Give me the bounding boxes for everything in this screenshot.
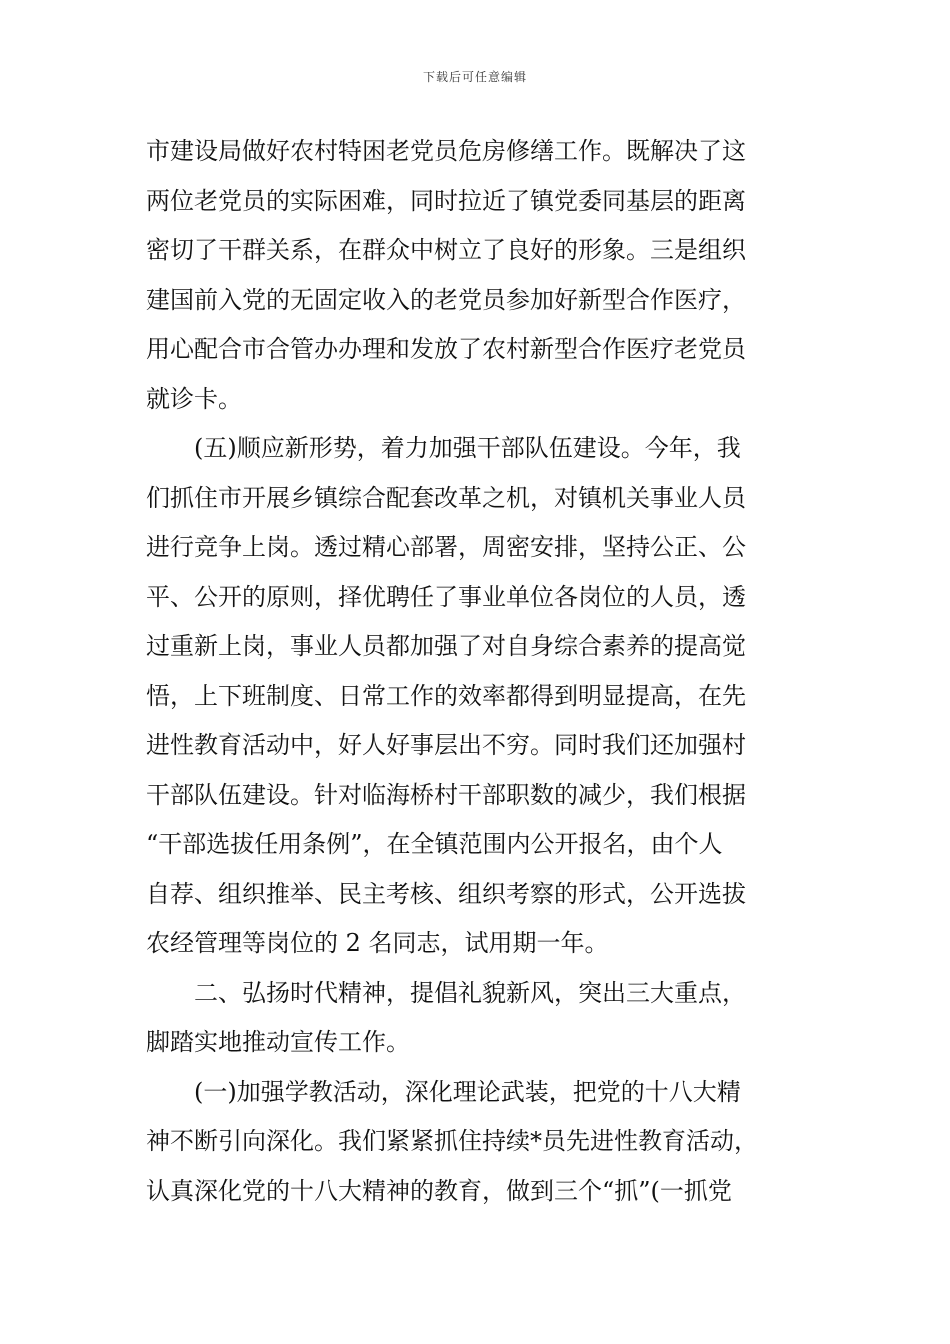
text-line: (五)顺应新形势，着力加强干部队伍建设。今年，我	[194, 434, 741, 462]
text-line: 自荐、组织推举、民主考核、组织考察的形式，公开选拔	[146, 879, 746, 908]
document-body	[146, 127, 811, 1216]
text-line: 认真深化党的十八大精神的教育，做到三个“抓”(一抓党	[146, 1176, 732, 1205]
text-line: 进行竞争上岗。透过精心部署，周密安排，坚持公正、公	[146, 533, 746, 561]
text-line: 市建设局做好农村特困老党员危房修缮工作。既解决了这	[146, 137, 746, 165]
text-line: 建国前入党的无固定收入的老党员参加好新型合作医疗，	[146, 285, 746, 314]
text-line: “干部选拔任用条例”，在全镇范围内公开报名，由个人	[146, 830, 723, 858]
text-line: 们抓住市开展乡镇综合配套改革之机，对镇机关事业人员	[146, 483, 746, 512]
text-line: 神不断引向深化。我们紧紧抓住持续*员先进性教育活动，	[146, 1127, 758, 1155]
text-line: 干部队伍建设。针对临海桥村干部职数的减少，我们根据	[146, 780, 746, 809]
page-header: 下载后可任意编辑	[422, 70, 527, 84]
text-line: 脚踏实地推动宣传工作。	[146, 1028, 410, 1056]
text-line: 就诊卡。	[146, 384, 242, 413]
text-line: 用心配合市合管办办理和发放了农村新型合作医疗老党员	[146, 335, 746, 363]
text-line: 二、弘扬时代精神，提倡礼貌新风，突出三大重点，	[194, 978, 746, 1007]
text-line: (一)加强学教活动，深化理论武装，把党的十八大精	[194, 1077, 741, 1106]
text-line: 过重新上岗，事业人员都加强了对自身综合素养的提高觉	[146, 632, 746, 660]
text-line: 进性教育活动中，好人好事层出不穷。同时我们还加强村	[146, 731, 746, 759]
text-line: 两位老党员的实际困难，同时拉近了镇党委同基层的距离	[146, 186, 746, 215]
text-line: 悟，上下班制度、日常工作的效率都得到明显提高，在先	[146, 681, 746, 710]
text-line: 农经管理等岗位的 2 名同志，试用期一年。	[146, 929, 609, 957]
text-line: 密切了干群关系，在群众中树立了良好的形象。三是组织	[146, 236, 746, 264]
text-line: 平、公开的原则，择优聘任了事业单位各岗位的人员，透	[146, 582, 746, 611]
